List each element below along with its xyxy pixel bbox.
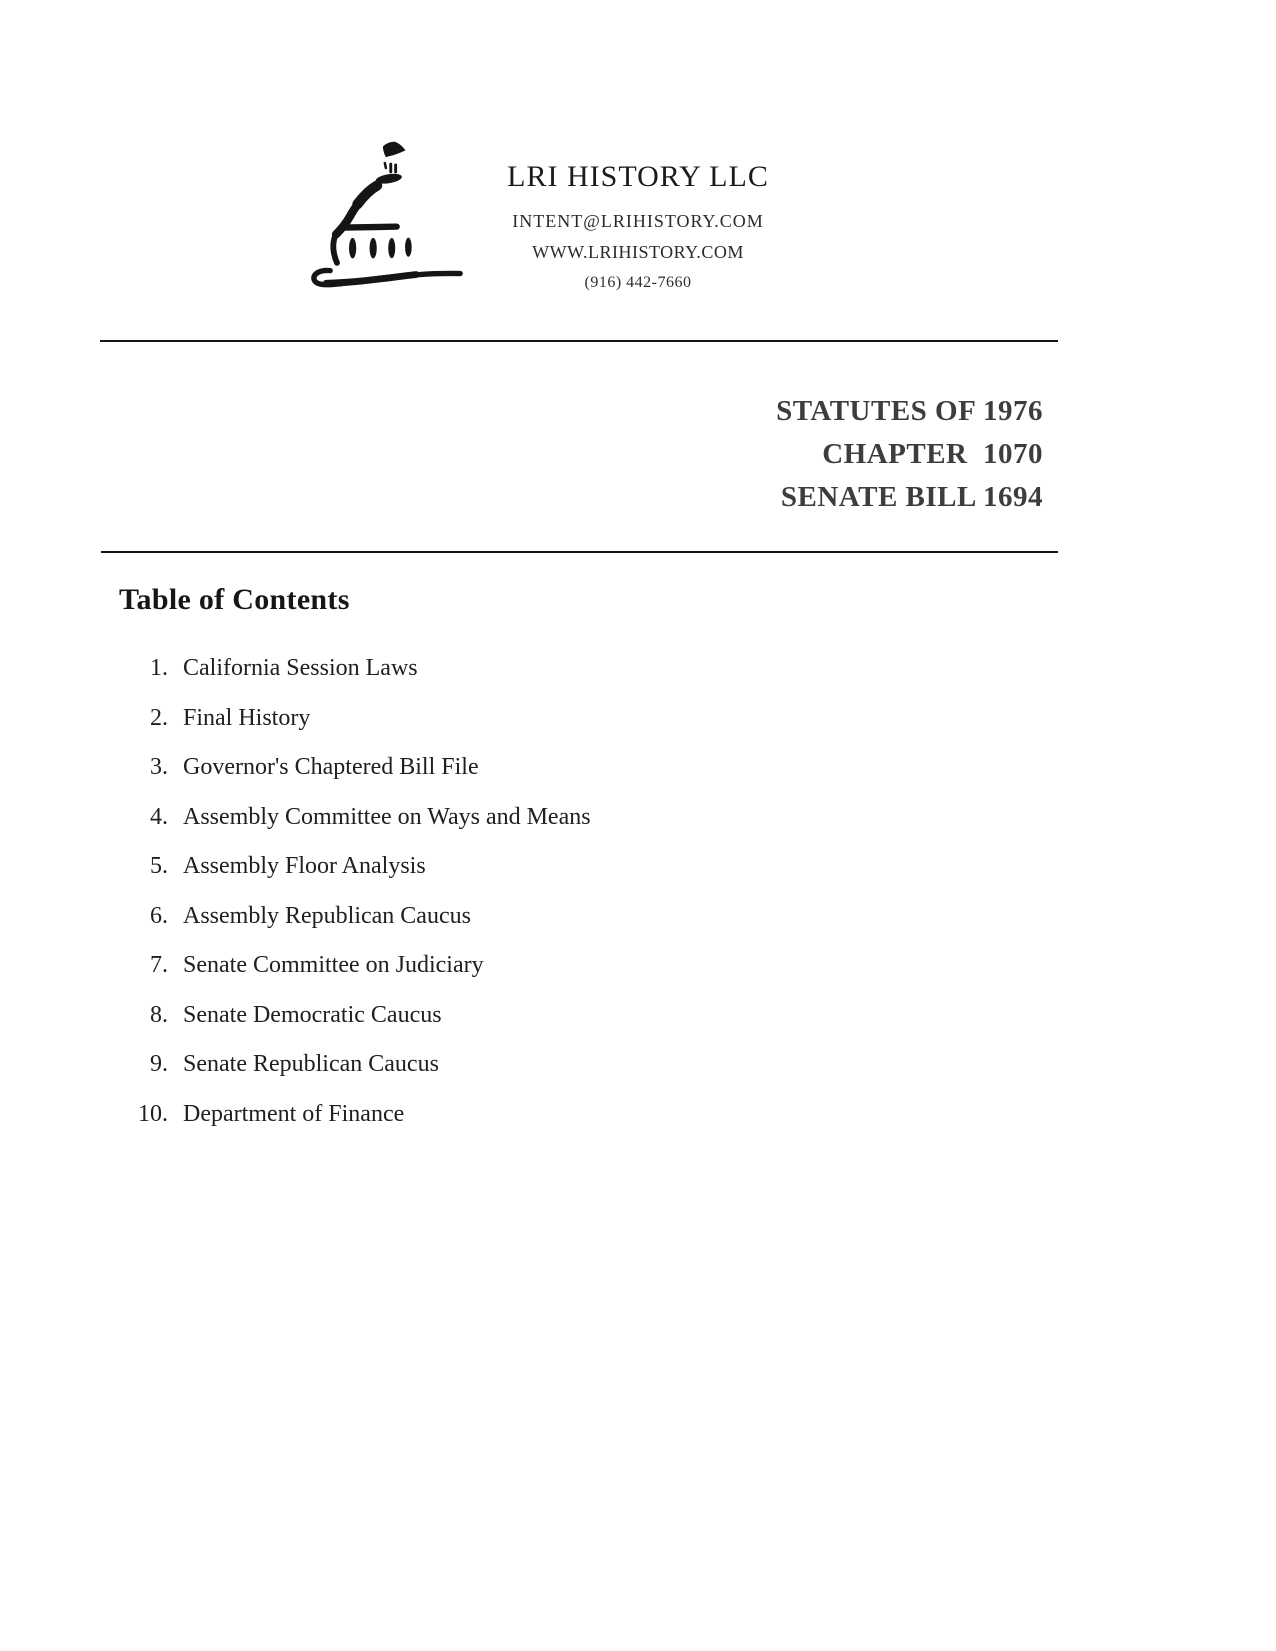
toc-item-label: Assembly Committee on Ways and Means	[183, 803, 591, 830]
company-email: INTENT@LRIHISTORY.COM	[512, 211, 764, 231]
toc-item-number: 10.	[138, 1100, 168, 1127]
capitol-dome-logo-icon	[292, 126, 468, 294]
toc-item	[120, 1002, 940, 1029]
toc-item-number: 5.	[150, 853, 168, 879]
logo-column-icon	[370, 238, 377, 259]
toc-item-label: Department of Finance	[183, 1100, 405, 1127]
logo-flag-stroke	[383, 142, 405, 157]
toc-item-label: Governor's Chaptered Bill File	[183, 754, 479, 780]
logo-column-icon	[405, 238, 412, 257]
toc-title: Table of Contents	[119, 583, 350, 616]
toc-item-number: 7.	[150, 952, 168, 978]
toc-item-number: 9.	[150, 1051, 168, 1077]
horizontal-rule-top	[100, 340, 1058, 342]
logo-entablature-stroke	[344, 227, 397, 228]
toc-item	[120, 952, 940, 979]
toc-item-number: 3.	[150, 754, 168, 780]
toc-item	[120, 804, 940, 831]
senate-bill-line: SENATE BILL 1694	[780, 481, 1043, 513]
toc-item-label: Final History	[183, 704, 311, 731]
statutes-line: STATUTES OF 1976	[776, 395, 1043, 427]
toc-item	[120, 903, 940, 930]
toc-item-number: 1.	[150, 655, 168, 681]
toc-item-label: Senate Democratic Caucus	[183, 1001, 442, 1028]
company-website: WWW.LRIHISTORY.COM	[532, 242, 744, 262]
horizontal-rule-bottom	[101, 551, 1058, 553]
toc-item-label: California Session Laws	[183, 655, 418, 681]
logo-wall-stroke	[333, 236, 337, 262]
toc-item	[120, 853, 940, 880]
bill-reference	[776, 390, 1043, 519]
logo-column-icon	[349, 238, 356, 259]
toc-item-number: 4.	[150, 803, 168, 830]
toc-item-number: 2.	[150, 704, 168, 731]
letterhead	[448, 160, 828, 293]
toc-item	[120, 1051, 940, 1078]
toc-item-number: 6.	[150, 902, 168, 929]
toc-list	[120, 655, 940, 1150]
toc-item-number: 8.	[150, 1001, 168, 1028]
company-phone: (916) 442-7660	[584, 274, 692, 291]
toc-item	[120, 1101, 940, 1128]
chapter-line: CHAPTER 1070	[822, 438, 1043, 470]
toc-item	[120, 754, 940, 781]
logo-column-icon	[388, 238, 395, 258]
toc-item-label: Senate Republican Caucus	[183, 1051, 439, 1077]
toc-item-label: Senate Committee on Judiciary	[183, 952, 484, 978]
toc-item	[120, 705, 940, 732]
toc-item-label: Assembly Floor Analysis	[183, 853, 426, 879]
company-name: LRI HISTORY LLC	[507, 160, 769, 193]
toc-item	[120, 655, 940, 682]
toc-item-label: Assembly Republican Caucus	[183, 902, 471, 929]
